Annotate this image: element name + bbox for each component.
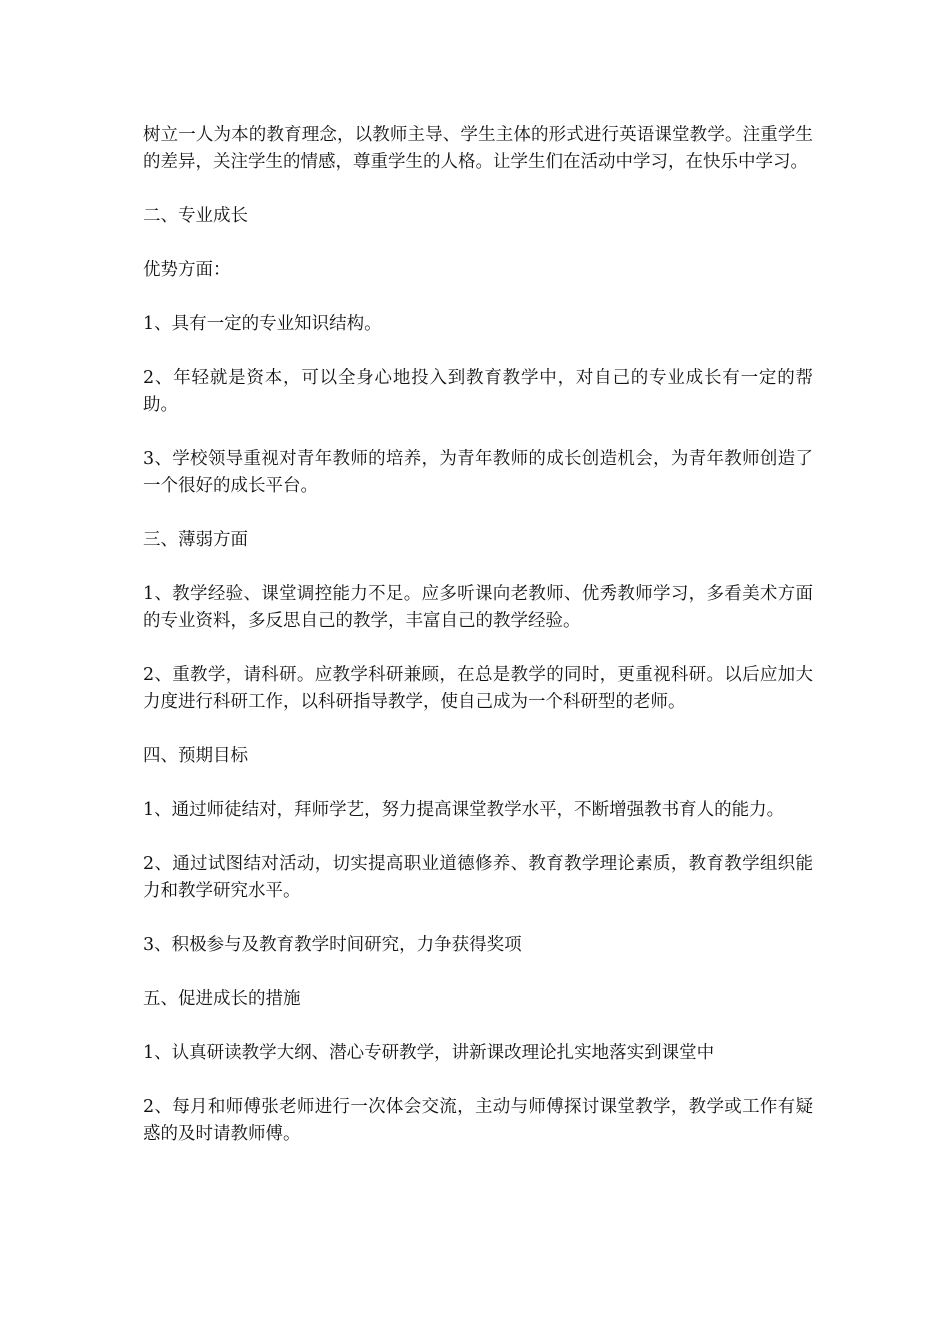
measure-item-1: 1、认真研读教学大纲、潜心专研教学，讲新课改理论扎实地落实到课堂中 bbox=[143, 1043, 715, 1063]
strength-item-1: 1、具有一定的专业知识结构。 bbox=[143, 314, 382, 334]
section-heading-weaknesses: 三、薄弱方面 bbox=[143, 530, 248, 550]
section-heading-measures: 五、促进成长的措施 bbox=[143, 989, 301, 1009]
goal-item-3: 3、积极参与及教育教学时间研究，力争获得奖项 bbox=[143, 935, 522, 955]
goal-item-2: 2、通过试图结对活动，切实提高职业道德修养、教育教学理论素质，教育教学组织能力和教学研究水平。 bbox=[143, 854, 813, 901]
section-heading-goals: 四、预期目标 bbox=[143, 746, 248, 766]
intro-paragraph: 树立一人为本的教育理念，以教师主导、学生主体的形式进行英语课堂教学。注重学生的差异，关注学生的情感，尊重学生的人格。让学生们在活动中学习，在快乐中学习。 bbox=[143, 125, 813, 172]
measure-item-2: 2、每月和师傅张老师进行一次体会交流，主动与师傅探讨课堂教学，教学或工作有疑惑的及时请教师傅。 bbox=[143, 1097, 813, 1144]
subheading-strengths: 优势方面： bbox=[143, 260, 231, 280]
document-body bbox=[143, 122, 813, 1175]
weakness-item-2: 2、重教学，请科研。应教学科研兼顾，在总是教学的同时，更重视科研。以后应加大力度进行科研工作，以科研指导教学，使自己成为一个科研型的老师。 bbox=[143, 665, 813, 712]
goal-item-1: 1、通过师徒结对，拜师学艺，努力提高课堂教学水平，不断增强教书育人的能力。 bbox=[143, 800, 785, 820]
weakness-item-1: 1、教学经验、课堂调控能力不足。应多听课向老教师、优秀教师学习，多看美术方面的专业资料，多反思自己的教学，丰富自己的教学经验。 bbox=[143, 584, 813, 631]
section-heading-professional-growth: 二、专业成长 bbox=[143, 206, 248, 226]
strength-item-2: 2、年轻就是资本，可以全身心地投入到教育教学中，对自己的专业成长有一定的帮助。 bbox=[143, 368, 813, 415]
strength-item-3: 3、学校领导重视对青年教师的培养，为青年教师的成长创造机会，为青年教师创造了一个很好的成长平台。 bbox=[143, 449, 813, 496]
